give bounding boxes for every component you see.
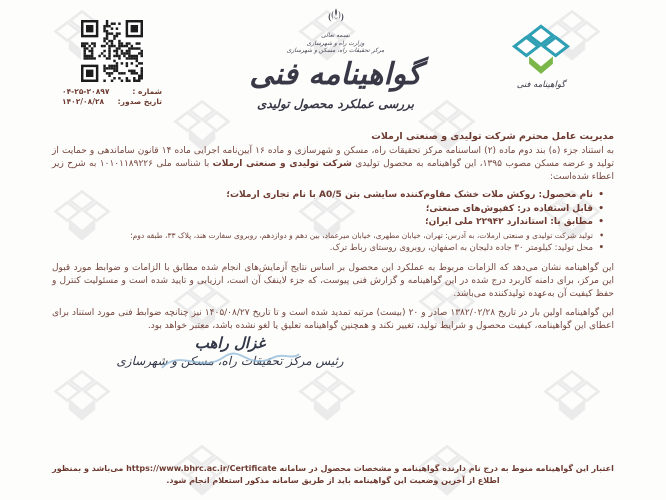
issue-date-label: تاریخ صدور: bbox=[117, 97, 162, 106]
certificate-number-label: شماره : bbox=[132, 87, 162, 96]
qr-code bbox=[81, 20, 143, 82]
footer-text-pre: اعتبار این گواهینامه منوط به درج نام دارنده گواهینامه و مشخصات محصول در سامانه bbox=[276, 464, 614, 473]
paragraph1-post: با شناسه ملی ۱۰۱۰۱۱۸۹۲۲۶ به شرح زیر اعطاء شده‌است: bbox=[52, 159, 614, 182]
meta-block bbox=[62, 20, 162, 107]
certificate-number-row bbox=[62, 87, 162, 97]
header-center bbox=[238, 6, 433, 111]
certificate-number-value: ۰۴-۲۵-۲۰۸۹۷ bbox=[62, 87, 110, 96]
paragraph-legal-basis bbox=[52, 145, 614, 184]
bhrc-certificate-logo-icon bbox=[509, 24, 573, 78]
certificate-body bbox=[52, 131, 614, 339]
footer-url: https://www.bhrc.ac.ir/Certificate bbox=[126, 464, 277, 473]
bullet-item: • تولید شرکت تولیدی و صنعتی ارملات، به آدرس: تهران، خیابان مطهری، خیابان میرعماد، بین دهم و دوازدهم، روبروی سفارت هند، پلاک ۳۳، طبقه دوم؛ bbox=[52, 231, 604, 242]
product-bullet-list bbox=[52, 190, 614, 255]
footer-text-post: می‌باشد و بمنظور اطلاع از آخرین وضعیت این گواهینامه باید از طریق سامانه مذکور استعلام انجام شود. bbox=[52, 464, 500, 485]
paragraph1-company-name: شرکت تولیدی و صنعتی ارملات bbox=[212, 159, 352, 169]
page-title: گواهینامه فنی bbox=[249, 56, 422, 92]
paragraph-validity: این گواهینامه اولین بار در تاریخ ۱۳۸۲/۰۲/۲۸ صادر و ۲۰ (بیست) مرتبه تمدید شده است و تا تاریخ ۱۴۰۵/۰۸/۲۷ نیز چنانچه ضوابط فنی مورد استناد برای اعطای این گواهینامه، کیفیت محصول و شرایط تولید، تغییر نکند و همچنین گواهینامه تعلیق یا لغو نشده باشد، معتبر خواهد بود. bbox=[52, 307, 615, 331]
footer-note bbox=[52, 463, 614, 487]
signature-block bbox=[100, 334, 360, 368]
bullet-item: • مطابق با: استاندارد ۲۲۹۴۲ ملی ایران؛ bbox=[52, 217, 604, 229]
org-line-3: مرکز تحقیقات راه، مسکن و شهرسازی bbox=[286, 47, 385, 54]
org-line-2: وزارت راه و شهرسازی bbox=[306, 39, 365, 47]
org-line-1: بسمه تعالی bbox=[321, 32, 350, 39]
signatory-name: غزال راهب bbox=[194, 334, 266, 352]
bullet-item: • قابل استفاده در: کفپوش‌های صنعتی؛ bbox=[52, 204, 604, 216]
issue-date-value: ۱۴۰۲/۰۸/۲۸ bbox=[62, 97, 105, 106]
signatory-title: رئیس مرکز تحقیقات راه، مسکن و شهرسازی bbox=[116, 354, 344, 368]
salutation: مدیریت عامل محترم شرکت تولیدی و صنعتی ارملات bbox=[371, 131, 614, 142]
bullet-item: • محل تولید: کیلومتر ۳۰ جاده دلیجان به اصفهان، روبروی روستای رباط ترک. bbox=[52, 243, 604, 255]
paragraph-evaluation: این گواهینامه نشان می‌دهد که الزامات مربوط به عملکرد این محصول بر اساس نتایج آزمایش‌های انجام شده مطابق با الزامات و ضوابط مورد قبول این مرکز، برای دامنه کاربرد درج شده در این گواهینامه و گزارش فنی پیوست، که جزء لاینفک آن است، ارزیابی و تایید شده است و مسئولیت کنترل و حفظ کیفیت آن به‌عهده تولیدکننده می‌باشد. bbox=[52, 262, 614, 299]
brand-caption: گواهینامه فنی bbox=[516, 80, 566, 90]
bullet-item: • نام محصول: روکش ملات خشک مقاوم‌کننده سایشی بتن A0/5 با نام تجاری ارملات؛ bbox=[52, 190, 604, 202]
issue-date-row bbox=[62, 97, 162, 107]
page-subtitle: بررسی عملکرد محصول تولیدی bbox=[256, 96, 414, 111]
iran-emblem-icon bbox=[325, 6, 347, 32]
signature-scribble-icon bbox=[158, 346, 303, 376]
brand-block bbox=[498, 24, 584, 90]
paragraph1-pre: به استناد جزء (ه) بند دوم ماده (۲) اساسنامه مرکز تحقیقات راه، مسکن و شهرسازی و ماده ۱۶ آیین‌نامه اجرایی ماده ۱۴ قانون ساماندهی و حمایت از تولید و عرضه مسکن مصوب ۱۳۹۵، این گواهینامه به محصول تولیدی bbox=[52, 146, 615, 169]
